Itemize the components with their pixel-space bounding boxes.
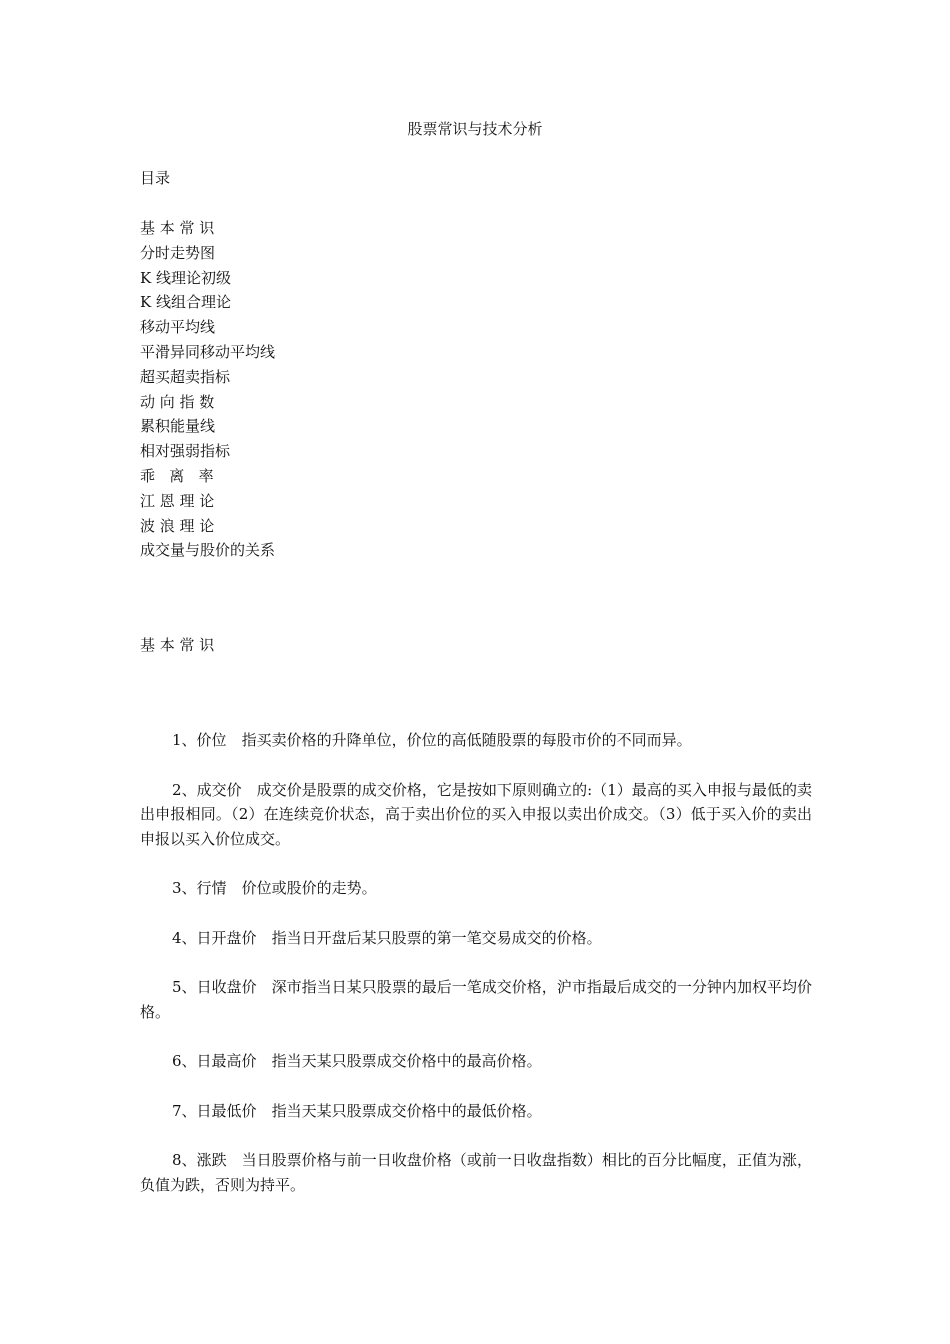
paragraph-text: 当日股票价格与前一日收盘价格（或前一日收盘指数）相比的百分比幅度，正值为涨， 负值为跌，否则为持平。 — [140, 1151, 812, 1194]
section-heading: 基 本 常 识 — [140, 636, 215, 654]
toc-item-wave-theory: 波 浪 理 论 — [140, 516, 215, 535]
document-title: 股票常识与技术分析 — [407, 120, 543, 138]
toc-heading: 目录 — [140, 169, 171, 187]
paragraph-term: 1、价位 — [172, 731, 227, 749]
toc-item-volume-price: 成交量与股价的关系 — [140, 541, 276, 560]
paragraph-term: 6、日最高价 — [172, 1052, 257, 1070]
paragraph — [140, 926, 812, 951]
toc-item-k-line-basic: K 线理论初级 — [140, 268, 231, 287]
paragraph — [140, 728, 812, 753]
paragraph — [140, 1049, 812, 1074]
paragraph-text: 深市指当日某只股票的最后一笔成交价格，沪市指最后成交的一分钟内加权平均价格。 — [140, 978, 812, 1021]
paragraph-text: 指当天某只股票成交价格中的最高价格。 — [271, 1052, 542, 1070]
toc-item-macd: 平滑异同移动平均线 — [140, 342, 276, 361]
paragraph — [140, 1148, 812, 1197]
paragraph-term: 3、行情 — [172, 879, 227, 897]
paragraph — [140, 876, 812, 901]
paragraph-term: 4、日开盘价 — [172, 928, 257, 947]
paragraph — [140, 1099, 812, 1124]
toc-item-moving-average: 移动平均线 — [140, 318, 216, 337]
toc-item-rsi: 相对强弱指标 — [140, 442, 231, 461]
toc-item-bias: 乖 离 率 — [140, 466, 214, 485]
toc-item-directional-index: 动 向 指 数 — [140, 392, 215, 411]
paragraph-text: 指当日开盘后某只股票的第一笔交易成交的价格。 — [271, 928, 602, 947]
paragraph-text: 价位或股价的走势。 — [241, 879, 377, 897]
toc-item-gann-theory: 江 恩 理 论 — [140, 491, 215, 510]
paragraph-term: 5、日收盘价 — [172, 978, 257, 996]
paragraph — [140, 778, 812, 852]
toc-item-basics: 基 本 常 识 — [140, 219, 215, 237]
paragraph-text: 指买卖价格的升降单位，价位的高低随股票的每股市价的不同而异。 — [241, 731, 692, 749]
toc-item-k-line-combination: K 线组合理论 — [140, 293, 231, 312]
section-content — [140, 728, 812, 1222]
paragraph-text: 成交价是股票的成交价格，它是按如下原则确立的:（1）最高的买入申报与最低的卖出申报相同。（2）在连续竞价状态，高于卖出价位的买入申报以卖出价成交。（3）低于买入价的卖出申报以买入价位成交。 — [140, 780, 812, 848]
toc-item-overbought-oversold: 超买超卖指标 — [140, 367, 231, 386]
table-of-contents — [140, 216, 275, 563]
paragraph-term: 2、成交价 — [172, 780, 242, 799]
paragraph-text: 指当天某只股票成交价格中的最低价格。 — [271, 1101, 542, 1120]
paragraph-term: 8、涨跌 — [172, 1151, 227, 1169]
paragraph — [140, 975, 812, 1024]
toc-item-obv: 累积能量线 — [140, 417, 216, 436]
paragraph-term: 7、日最低价 — [172, 1101, 257, 1120]
toc-item-intraday-chart: 分时走势图 — [140, 243, 216, 262]
